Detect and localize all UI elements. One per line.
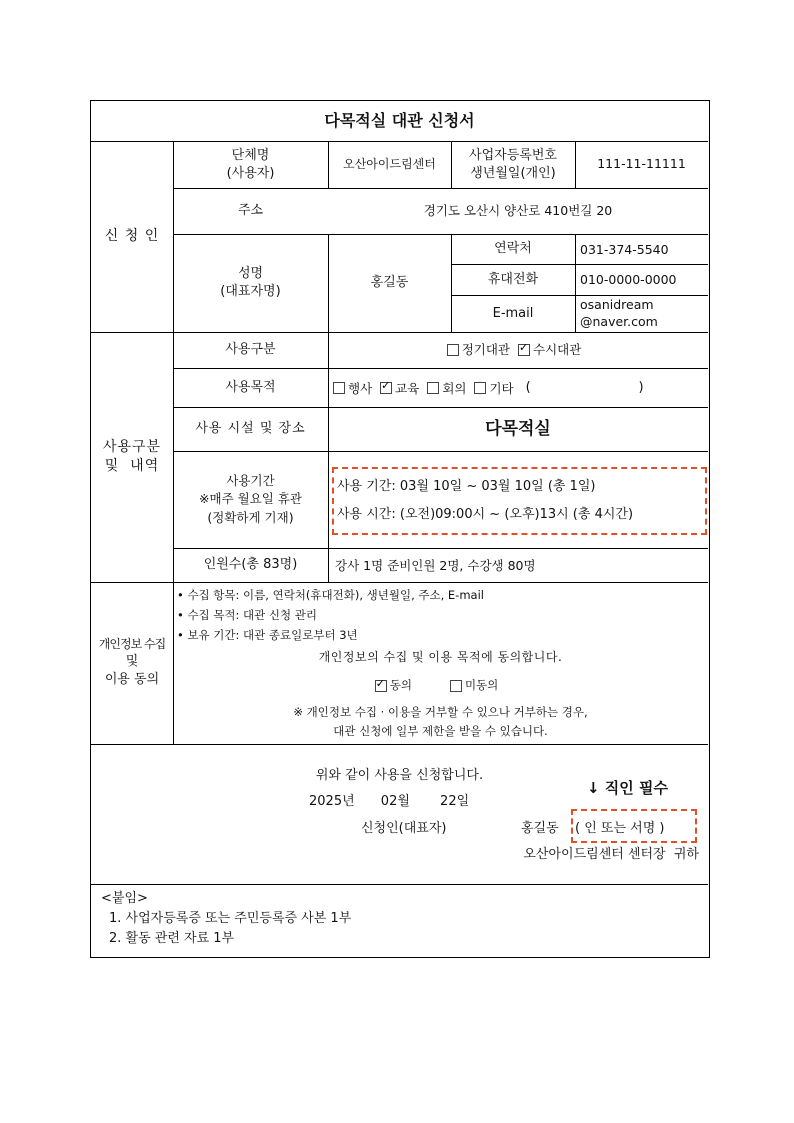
- sign-applicant-label: 신청인(대표자): [361, 821, 447, 836]
- representative-name-label: [173, 234, 328, 332]
- sign-applicant-name: 홍길동: [521, 821, 559, 836]
- usage-section-label: [91, 332, 173, 582]
- privacy-item-collected-fields: • 수집 항목: 이름, 연락처(휴대전화), 생년월일, 주소, E-mail: [177, 588, 484, 602]
- address-value: 경기도 오산시 양산로 410번길 20: [423, 202, 613, 218]
- checkbox-unchecked-icon[interactable]: [447, 344, 459, 356]
- facility-value: 다목적실: [485, 418, 551, 439]
- org-name-value: 오산아이드림센터: [343, 157, 436, 172]
- purpose-education-label: 교육: [395, 380, 420, 396]
- usage-type-regular[interactable]: [447, 342, 510, 359]
- purpose-education[interactable]: [380, 379, 419, 397]
- mobile-label: 휴대전화: [487, 271, 539, 287]
- purpose-meeting[interactable]: [427, 379, 466, 397]
- email-value: [580, 296, 706, 332]
- attachment-item-id-copy: 1. 사업자등록증 또는 주민등록증 사본 1부: [109, 911, 352, 926]
- period-label-line2: ※매주 월요일 휴관: [199, 491, 302, 507]
- usage-type-regular-label: 정기대관: [461, 341, 510, 357]
- period-label: [173, 451, 328, 548]
- privacy-disagree[interactable]: [450, 678, 498, 694]
- attachment-item-activity-docs: 2. 활동 관련 자료 1부: [109, 931, 235, 946]
- purpose-event[interactable]: [333, 379, 372, 397]
- usage-type-occasional-label: 수시대관: [533, 341, 582, 357]
- sign-date-year: 2025년: [309, 794, 355, 809]
- purpose-other-input[interactable]: [526, 380, 644, 395]
- attachments: [101, 889, 701, 949]
- org-name-label: [173, 141, 328, 188]
- usage-type-options: [328, 332, 708, 368]
- representative-name-value: 홍길동: [370, 275, 409, 291]
- representative-name-label-text: 성명: [237, 266, 264, 282]
- checkbox-unchecked-icon[interactable]: [450, 680, 462, 692]
- purpose-other-label: 기타: [489, 380, 514, 396]
- privacy-notice-line2: 대관 신청에 일부 제한을 받을 수 있습니다.: [333, 724, 548, 738]
- bizno-label-text: 사업자등록번호: [469, 147, 557, 163]
- privacy-item-purpose: • 수집 목적: 대관 신청 관리: [177, 608, 318, 622]
- usage-section-label-line1: 사용구분: [102, 439, 162, 456]
- attachments-header: <붙임>: [101, 891, 148, 906]
- period-label-line1: 사용기간: [226, 473, 275, 489]
- privacy-consent-options: [173, 676, 708, 696]
- purpose-other[interactable]: [474, 379, 513, 397]
- privacy-notice: [173, 703, 708, 741]
- seal-signature-field[interactable]: ( 인 또는 서명 ): [575, 821, 665, 836]
- checkbox-unchecked-icon[interactable]: [474, 382, 486, 394]
- checkbox-checked-icon[interactable]: [375, 680, 387, 692]
- phone-value: 031-374-5540: [580, 241, 669, 257]
- usage-purpose-label: 사용목적: [225, 379, 276, 395]
- phone-label: 연락처: [494, 241, 532, 257]
- sign-date-day: 22일: [440, 794, 470, 809]
- form-title: 다목적실 대관 신청서: [324, 111, 475, 131]
- period-label-line3: (정확하게 기재): [207, 509, 294, 525]
- privacy-section-label-line3: 이용 동의: [104, 672, 160, 688]
- usage-purpose-options: [333, 368, 705, 407]
- org-name-label-text: 단체명: [231, 147, 270, 163]
- privacy-agree-label: 동의: [389, 678, 412, 693]
- purpose-other-open-paren: (: [525, 380, 531, 395]
- privacy-disagree-label: 미동의: [464, 678, 499, 693]
- usage-section-label-line2: 및 내역: [104, 458, 160, 474]
- bizno-value: 111-11-11111: [597, 156, 686, 172]
- headcount-value: 강사 1명 준비인원 2명, 수강생 80명: [335, 558, 536, 573]
- rental-application-form: [90, 100, 710, 958]
- checkbox-unchecked-icon[interactable]: [333, 382, 345, 394]
- privacy-consent-text: 개인정보의 수집 및 이용 목적에 동의합니다.: [318, 649, 563, 664]
- facility-label: 사용 시설 및 장소: [195, 421, 306, 437]
- privacy-notice-line1: ※ 개인정보 수집 · 이용을 거부할 수 있으나 거부하는 경우,: [293, 705, 588, 719]
- email-label: E-mail: [492, 305, 534, 321]
- sign-date-month: 02월: [380, 794, 410, 809]
- sign-statement: 위와 같이 사용을 신청합니다.: [315, 768, 484, 784]
- sign-date: [309, 791, 529, 813]
- checkbox-unchecked-icon[interactable]: [427, 382, 439, 394]
- privacy-agree[interactable]: [375, 678, 412, 694]
- privacy-section-label: [91, 582, 173, 744]
- address-label: 주소: [237, 203, 264, 219]
- period-values: [337, 473, 705, 529]
- birthdate-label-text: 생년월일(개인): [470, 165, 556, 181]
- applicant-section-label: 신 청 인: [104, 228, 160, 245]
- privacy-items: [177, 585, 705, 645]
- mobile-value: 010-0000-0000: [580, 272, 677, 287]
- privacy-item-retention: • 보유 기간: 대관 종료일로부터 3년: [177, 628, 358, 642]
- privacy-section-label-line1: 개인정보 수집: [98, 637, 166, 652]
- email-value-line2: @naver.com: [580, 314, 658, 329]
- headcount-label: 인원수(총 83명): [203, 557, 298, 573]
- checkbox-checked-icon[interactable]: [380, 382, 392, 394]
- usage-type-label: 사용구분: [225, 342, 276, 358]
- period-time-range: 사용 시간: (오전)09:00시 ~ (오후)13시 (총 4시간): [337, 507, 634, 522]
- email-value-line1: osanidream: [580, 297, 654, 312]
- sign-recipient: 오산아이드림센터 센터장 귀하: [523, 847, 699, 862]
- privacy-section-label-line2: 및: [125, 654, 139, 670]
- period-date-range: 사용 기간: 03월 10일 ~ 03월 10일 (총 1일): [337, 479, 596, 494]
- purpose-meeting-label: 회의: [442, 380, 467, 396]
- purpose-event-label: 행사: [348, 380, 373, 396]
- bizno-label: [451, 141, 575, 188]
- required-seal-note: ↓ 직인 필수: [587, 779, 668, 797]
- checkbox-checked-icon[interactable]: [518, 344, 530, 356]
- purpose-other-close-paren: ): [638, 380, 644, 395]
- org-name-sub-text: (사용자): [226, 165, 275, 181]
- representative-name-sub-text: (대표자명): [220, 284, 281, 299]
- usage-type-occasional[interactable]: [518, 342, 581, 359]
